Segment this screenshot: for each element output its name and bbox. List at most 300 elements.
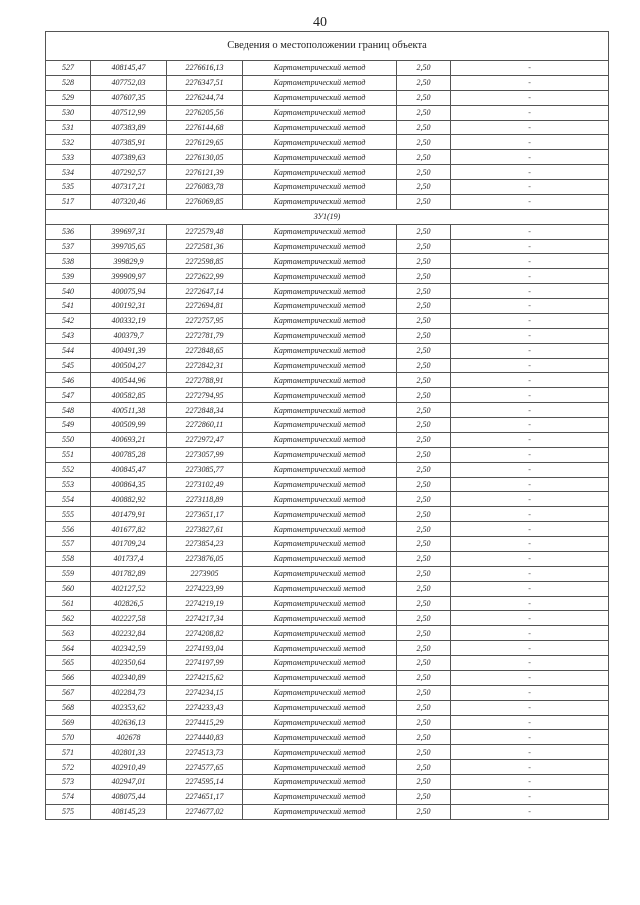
table-row: [46, 492, 609, 507]
method-cell: Картометрический метод: [243, 596, 397, 611]
note-cell: -: [451, 551, 609, 566]
table-row: [46, 403, 609, 418]
note-cell: -: [451, 581, 609, 596]
table-row: [46, 656, 609, 671]
point-number-cell: 537: [46, 239, 91, 254]
x-coordinate-cell: 408145,23: [91, 804, 167, 819]
note-cell: -: [451, 388, 609, 403]
accuracy-cell: 2,50: [397, 165, 451, 180]
method-cell: Картометрический метод: [243, 120, 397, 135]
point-number-cell: 517: [46, 194, 91, 209]
y-coordinate-cell: 2273651,17: [167, 507, 243, 522]
accuracy-cell: 2,50: [397, 403, 451, 418]
table-row: [46, 626, 609, 641]
accuracy-cell: 2,50: [397, 239, 451, 254]
table-row: [46, 700, 609, 715]
x-coordinate-cell: 407389,63: [91, 150, 167, 165]
point-number-cell: 573: [46, 775, 91, 790]
note-cell: -: [451, 284, 609, 299]
table-row: [46, 804, 609, 819]
point-number-cell: 542: [46, 313, 91, 328]
point-number-cell: 565: [46, 656, 91, 671]
table-title: Сведения о местоположении границ объекта: [46, 32, 609, 61]
note-cell: -: [451, 239, 609, 254]
y-coordinate-cell: 2274197,99: [167, 656, 243, 671]
method-cell: Картометрический метод: [243, 447, 397, 462]
x-coordinate-cell: 407383,89: [91, 120, 167, 135]
table-row: [46, 299, 609, 314]
method-cell: Картометрический метод: [243, 194, 397, 209]
method-cell: Картометрический метод: [243, 477, 397, 492]
note-cell: -: [451, 254, 609, 269]
y-coordinate-cell: 2274513,73: [167, 745, 243, 760]
x-coordinate-cell: 400509,99: [91, 418, 167, 433]
accuracy-cell: 2,50: [397, 135, 451, 150]
x-coordinate-cell: 401677,82: [91, 522, 167, 537]
accuracy-cell: 2,50: [397, 522, 451, 537]
method-cell: Картометрический метод: [243, 566, 397, 581]
note-cell: -: [451, 804, 609, 819]
method-cell: Картометрический метод: [243, 581, 397, 596]
method-cell: Картометрический метод: [243, 715, 397, 730]
point-number-cell: 572: [46, 760, 91, 775]
method-cell: Картометрический метод: [243, 641, 397, 656]
note-cell: -: [451, 492, 609, 507]
method-cell: Картометрический метод: [243, 224, 397, 239]
table-row: [46, 522, 609, 537]
note-cell: -: [451, 596, 609, 611]
note-cell: -: [451, 328, 609, 343]
point-number-cell: 547: [46, 388, 91, 403]
table-row: [46, 135, 609, 150]
table-row: [46, 432, 609, 447]
accuracy-cell: 2,50: [397, 537, 451, 552]
x-coordinate-cell: 402350,64: [91, 656, 167, 671]
x-coordinate-cell: 402232,84: [91, 626, 167, 641]
note-cell: -: [451, 135, 609, 150]
point-number-cell: 556: [46, 522, 91, 537]
table-row: [46, 418, 609, 433]
table-row: [46, 388, 609, 403]
method-cell: Картометрический метод: [243, 611, 397, 626]
point-number-cell: 549: [46, 418, 91, 433]
table-row: [46, 537, 609, 552]
note-cell: -: [451, 373, 609, 388]
note-cell: -: [451, 299, 609, 314]
accuracy-cell: 2,50: [397, 804, 451, 819]
point-number-cell: 529: [46, 90, 91, 105]
accuracy-cell: 2,50: [397, 745, 451, 760]
point-number-cell: 557: [46, 537, 91, 552]
y-coordinate-cell: 2273854,23: [167, 537, 243, 552]
note-cell: -: [451, 745, 609, 760]
table-title-row: [46, 32, 609, 61]
note-cell: -: [451, 656, 609, 671]
method-cell: Картометрический метод: [243, 403, 397, 418]
note-cell: -: [451, 120, 609, 135]
y-coordinate-cell: 2272794,95: [167, 388, 243, 403]
x-coordinate-cell: 399909,97: [91, 269, 167, 284]
y-coordinate-cell: 2276144,68: [167, 120, 243, 135]
method-cell: Картометрический метод: [243, 745, 397, 760]
table-row: [46, 745, 609, 760]
note-cell: -: [451, 477, 609, 492]
note-cell: -: [451, 269, 609, 284]
y-coordinate-cell: 2272598,85: [167, 254, 243, 269]
x-coordinate-cell: 402353,62: [91, 700, 167, 715]
note-cell: -: [451, 358, 609, 373]
table-row: [46, 358, 609, 373]
table-row: [46, 284, 609, 299]
y-coordinate-cell: 2274415,29: [167, 715, 243, 730]
x-coordinate-cell: 399697,31: [91, 224, 167, 239]
table-row: [46, 343, 609, 358]
note-cell: -: [451, 90, 609, 105]
accuracy-cell: 2,50: [397, 388, 451, 403]
point-number-cell: 561: [46, 596, 91, 611]
x-coordinate-cell: 400544,96: [91, 373, 167, 388]
note-cell: -: [451, 165, 609, 180]
note-cell: -: [451, 775, 609, 790]
y-coordinate-cell: 2274215,62: [167, 670, 243, 685]
y-coordinate-cell: 2274677,02: [167, 804, 243, 819]
x-coordinate-cell: 400882,92: [91, 492, 167, 507]
accuracy-cell: 2,50: [397, 566, 451, 581]
method-cell: Картометрический метод: [243, 685, 397, 700]
x-coordinate-cell: 400693,21: [91, 432, 167, 447]
table-row: [46, 507, 609, 522]
page-number: 40: [313, 15, 327, 30]
accuracy-cell: 2,50: [397, 730, 451, 745]
method-cell: Картометрический метод: [243, 507, 397, 522]
note-cell: -: [451, 180, 609, 195]
accuracy-cell: 2,50: [397, 685, 451, 700]
x-coordinate-cell: 402342,59: [91, 641, 167, 656]
method-cell: Картометрический метод: [243, 284, 397, 299]
note-cell: -: [451, 432, 609, 447]
x-coordinate-cell: 400582,85: [91, 388, 167, 403]
x-coordinate-cell: 402127,52: [91, 581, 167, 596]
method-cell: Картометрический метод: [243, 90, 397, 105]
note-cell: -: [451, 418, 609, 433]
accuracy-cell: 2,50: [397, 254, 451, 269]
y-coordinate-cell: 2276130,05: [167, 150, 243, 165]
x-coordinate-cell: 407512,99: [91, 105, 167, 120]
accuracy-cell: 2,50: [397, 224, 451, 239]
y-coordinate-cell: 2276244,74: [167, 90, 243, 105]
point-number-cell: 570: [46, 730, 91, 745]
table-row: [46, 760, 609, 775]
group-row: [46, 209, 609, 224]
accuracy-cell: 2,50: [397, 507, 451, 522]
accuracy-cell: 2,50: [397, 358, 451, 373]
accuracy-cell: 2,50: [397, 462, 451, 477]
table-row: [46, 551, 609, 566]
point-number-cell: 527: [46, 61, 91, 76]
table-row: [46, 269, 609, 284]
x-coordinate-cell: 408075,44: [91, 789, 167, 804]
point-number-cell: 568: [46, 700, 91, 715]
note-cell: -: [451, 313, 609, 328]
table-row: [46, 224, 609, 239]
y-coordinate-cell: 2274223,99: [167, 581, 243, 596]
x-coordinate-cell: 407317,21: [91, 180, 167, 195]
method-cell: Картометрический метод: [243, 626, 397, 641]
accuracy-cell: 2,50: [397, 299, 451, 314]
x-coordinate-cell: 400491,39: [91, 343, 167, 358]
y-coordinate-cell: 2274219,19: [167, 596, 243, 611]
x-coordinate-cell: 402284,73: [91, 685, 167, 700]
accuracy-cell: 2,50: [397, 641, 451, 656]
accuracy-cell: 2,50: [397, 105, 451, 120]
point-number-cell: 553: [46, 477, 91, 492]
table-row: [46, 239, 609, 254]
y-coordinate-cell: 2274440,83: [167, 730, 243, 745]
accuracy-cell: 2,50: [397, 432, 451, 447]
y-coordinate-cell: 2276205,56: [167, 105, 243, 120]
y-coordinate-cell: 2272579,48: [167, 224, 243, 239]
method-cell: Картометрический метод: [243, 343, 397, 358]
note-cell: -: [451, 522, 609, 537]
point-number-cell: 533: [46, 150, 91, 165]
point-number-cell: 566: [46, 670, 91, 685]
note-cell: -: [451, 447, 609, 462]
y-coordinate-cell: 2272622,99: [167, 269, 243, 284]
note-cell: -: [451, 224, 609, 239]
x-coordinate-cell: 400845,47: [91, 462, 167, 477]
y-coordinate-cell: 2276129,65: [167, 135, 243, 150]
accuracy-cell: 2,50: [397, 789, 451, 804]
y-coordinate-cell: 2273827,61: [167, 522, 243, 537]
accuracy-cell: 2,50: [397, 626, 451, 641]
method-cell: Картометрический метод: [243, 150, 397, 165]
table-row: [46, 180, 609, 195]
y-coordinate-cell: 2274193,04: [167, 641, 243, 656]
method-cell: Картометрический метод: [243, 75, 397, 90]
method-cell: Картометрический метод: [243, 775, 397, 790]
accuracy-cell: 2,50: [397, 447, 451, 462]
y-coordinate-cell: 2276347,51: [167, 75, 243, 90]
point-number-cell: 543: [46, 328, 91, 343]
accuracy-cell: 2,50: [397, 284, 451, 299]
point-number-cell: 540: [46, 284, 91, 299]
note-cell: -: [451, 700, 609, 715]
y-coordinate-cell: 2272842,31: [167, 358, 243, 373]
x-coordinate-cell: 407292,57: [91, 165, 167, 180]
x-coordinate-cell: 400864,35: [91, 477, 167, 492]
table-row: [46, 150, 609, 165]
method-cell: Картометрический метод: [243, 239, 397, 254]
note-cell: -: [451, 194, 609, 209]
method-cell: Картометрический метод: [243, 328, 397, 343]
accuracy-cell: 2,50: [397, 700, 451, 715]
table-row: [46, 566, 609, 581]
table-row: [46, 90, 609, 105]
note-cell: -: [451, 760, 609, 775]
y-coordinate-cell: 2274577,65: [167, 760, 243, 775]
point-number-cell: 551: [46, 447, 91, 462]
method-cell: Картометрический метод: [243, 522, 397, 537]
point-number-cell: 554: [46, 492, 91, 507]
x-coordinate-cell: 402678: [91, 730, 167, 745]
note-cell: -: [451, 685, 609, 700]
y-coordinate-cell: 2274234,15: [167, 685, 243, 700]
x-coordinate-cell: 400504,27: [91, 358, 167, 373]
table-row: [46, 715, 609, 730]
table-row: [46, 165, 609, 180]
y-coordinate-cell: 2276083,78: [167, 180, 243, 195]
table-row: [46, 120, 609, 135]
x-coordinate-cell: 407752,03: [91, 75, 167, 90]
note-cell: -: [451, 537, 609, 552]
table-row: [46, 685, 609, 700]
accuracy-cell: 2,50: [397, 328, 451, 343]
coordinates-table: [45, 31, 609, 820]
point-number-cell: 562: [46, 611, 91, 626]
y-coordinate-cell: 2274217,34: [167, 611, 243, 626]
point-number-cell: 564: [46, 641, 91, 656]
table-row: [46, 775, 609, 790]
method-cell: Картометрический метод: [243, 299, 397, 314]
method-cell: Картометрический метод: [243, 700, 397, 715]
point-number-cell: 563: [46, 626, 91, 641]
x-coordinate-cell: 407607,35: [91, 90, 167, 105]
y-coordinate-cell: 2272581,36: [167, 239, 243, 254]
method-cell: Картометрический метод: [243, 730, 397, 745]
accuracy-cell: 2,50: [397, 313, 451, 328]
point-number-cell: 541: [46, 299, 91, 314]
x-coordinate-cell: 401479,91: [91, 507, 167, 522]
x-coordinate-cell: 407385,91: [91, 135, 167, 150]
note-cell: -: [451, 403, 609, 418]
accuracy-cell: 2,50: [397, 760, 451, 775]
table-row: [46, 462, 609, 477]
x-coordinate-cell: 402227,58: [91, 611, 167, 626]
table-row: [46, 581, 609, 596]
table-row: [46, 373, 609, 388]
point-number-cell: 528: [46, 75, 91, 90]
x-coordinate-cell: 401782,89: [91, 566, 167, 581]
y-coordinate-cell: 2273102,49: [167, 477, 243, 492]
x-coordinate-cell: 400075,94: [91, 284, 167, 299]
note-cell: -: [451, 730, 609, 745]
point-number-cell: 530: [46, 105, 91, 120]
table-row: [46, 328, 609, 343]
accuracy-cell: 2,50: [397, 120, 451, 135]
note-cell: -: [451, 105, 609, 120]
method-cell: Картометрический метод: [243, 418, 397, 433]
note-cell: -: [451, 61, 609, 76]
y-coordinate-cell: 2272848,34: [167, 403, 243, 418]
y-coordinate-cell: 2274595,14: [167, 775, 243, 790]
accuracy-cell: 2,50: [397, 150, 451, 165]
point-number-cell: 550: [46, 432, 91, 447]
point-number-cell: 560: [46, 581, 91, 596]
point-number-cell: 552: [46, 462, 91, 477]
y-coordinate-cell: 2272788,91: [167, 373, 243, 388]
point-number-cell: 575: [46, 804, 91, 819]
point-number-cell: 574: [46, 789, 91, 804]
accuracy-cell: 2,50: [397, 670, 451, 685]
table-row: [46, 75, 609, 90]
method-cell: Картометрический метод: [243, 105, 397, 120]
note-cell: -: [451, 715, 609, 730]
y-coordinate-cell: 2276069,85: [167, 194, 243, 209]
point-number-cell: 558: [46, 551, 91, 566]
table-row: [46, 313, 609, 328]
table-row: [46, 611, 609, 626]
table-row: [46, 641, 609, 656]
x-coordinate-cell: 400192,31: [91, 299, 167, 314]
table-row: [46, 789, 609, 804]
x-coordinate-cell: 402340,89: [91, 670, 167, 685]
accuracy-cell: 2,50: [397, 373, 451, 388]
point-number-cell: 534: [46, 165, 91, 180]
y-coordinate-cell: 2272647,14: [167, 284, 243, 299]
note-cell: -: [451, 566, 609, 581]
accuracy-cell: 2,50: [397, 180, 451, 195]
table-row: [46, 254, 609, 269]
accuracy-cell: 2,50: [397, 269, 451, 284]
accuracy-cell: 2,50: [397, 61, 451, 76]
method-cell: Картометрический метод: [243, 61, 397, 76]
x-coordinate-cell: 402947,01: [91, 775, 167, 790]
method-cell: Картометрический метод: [243, 760, 397, 775]
method-cell: Картометрический метод: [243, 537, 397, 552]
table-row: [46, 105, 609, 120]
x-coordinate-cell: 407320,46: [91, 194, 167, 209]
y-coordinate-cell: 2273118,89: [167, 492, 243, 507]
accuracy-cell: 2,50: [397, 715, 451, 730]
table-row: [46, 730, 609, 745]
method-cell: Картометрический метод: [243, 432, 397, 447]
point-number-cell: 548: [46, 403, 91, 418]
note-cell: -: [451, 75, 609, 90]
method-cell: Картометрический метод: [243, 462, 397, 477]
table-row: [46, 447, 609, 462]
accuracy-cell: 2,50: [397, 775, 451, 790]
x-coordinate-cell: 400511,38: [91, 403, 167, 418]
y-coordinate-cell: 2273876,05: [167, 551, 243, 566]
note-cell: -: [451, 626, 609, 641]
table-row: [46, 477, 609, 492]
method-cell: Картометрический метод: [243, 373, 397, 388]
method-cell: Картометрический метод: [243, 551, 397, 566]
accuracy-cell: 2,50: [397, 492, 451, 507]
y-coordinate-cell: 2276616,13: [167, 61, 243, 76]
method-cell: Картометрический метод: [243, 269, 397, 284]
x-coordinate-cell: 399705,65: [91, 239, 167, 254]
accuracy-cell: 2,50: [397, 477, 451, 492]
method-cell: Картометрический метод: [243, 656, 397, 671]
method-cell: Картометрический метод: [243, 358, 397, 373]
point-number-cell: 531: [46, 120, 91, 135]
note-cell: -: [451, 150, 609, 165]
method-cell: Картометрический метод: [243, 789, 397, 804]
method-cell: Картометрический метод: [243, 670, 397, 685]
x-coordinate-cell: 400785,28: [91, 447, 167, 462]
point-number-cell: 555: [46, 507, 91, 522]
note-cell: -: [451, 343, 609, 358]
note-cell: -: [451, 789, 609, 804]
accuracy-cell: 2,50: [397, 75, 451, 90]
table-row: [46, 61, 609, 76]
table-row: [46, 670, 609, 685]
x-coordinate-cell: 402636,13: [91, 715, 167, 730]
point-number-cell: 539: [46, 269, 91, 284]
table-row: [46, 194, 609, 209]
point-number-cell: 535: [46, 180, 91, 195]
